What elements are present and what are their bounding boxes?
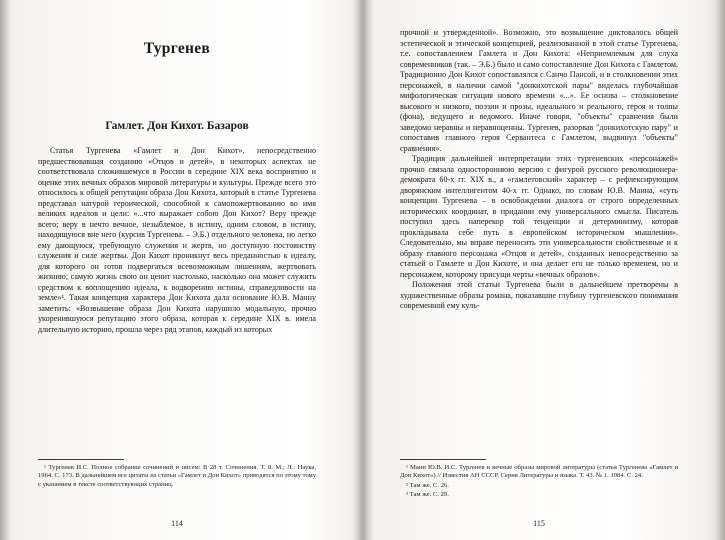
right-page-body — [400, 28, 678, 312]
footnote-divider — [400, 459, 486, 460]
book-title: Тургенев — [143, 40, 211, 57]
footnote-item: ¹ Тургенев И.С. Полное собрание сочинений и писем: В 28 т. Сочинения. Т. 8. М.; Л.: Наука, 1964. С. 173. В дальнейшем все цитаты из статьи «Гамлет и Дон Кихот» приводятся по этому тому с указанием в тексте соответствующих страниц. — [38, 464, 317, 488]
right-page — [400, 28, 678, 506]
page-number-right: 115 — [533, 519, 545, 528]
footnote-item: ² Там же. С. 26. — [406, 481, 449, 489]
left-footnote-area — [38, 452, 316, 490]
left-footnotes — [38, 464, 316, 489]
right-footnote-area — [400, 452, 678, 501]
paragraph: Традиция дальнейшей интерпретации этих тургеневских «персонажей» прочно связала одностороннюю версию с фигурой русского революционера-демократа 60-х гг. XIX в., а «гамлетовский» характер – с рефлексирующим дворянским интеллигентом 40-х гг. Однако, по словам Ю.В. Манна, «суть концепции Тургенева – в освобождении диалога от строго определенных исторических координат, в придании ему универсального смысла. Писатель поступил здесь наперекор той тенденции и детерминизму, которая прокладывала себе путь в европейском историческом мышлении». Следовательно, мы вправе переносить эти универсальности свойственные и к образу главного персонажа «Отцов и детей», созданных непосредственно за статьей о Гамлете и Дон Кихоте, и она делает его не только временем, но и персонажем, которому присущи черты «вечных образов». — [400, 154, 678, 279]
footnote-item: ¹ Манн Ю.В. И.С. Тургенев и вечные образы мировой литературы (статья Тургенева «Гамлет и Дон Кихот») // Известия АН СССР. Серия Литературы и языка. Т. 43. № 1. 1984. С. 24. — [400, 464, 678, 480]
right-footnotes — [400, 464, 678, 500]
paragraph: Положения этой статьи Тургенева были в дальнейшем претворены в художественные образы романа, показавшие глубину тургеневского понимания современной ему куль- — [400, 280, 678, 311]
left-page-body — [38, 146, 316, 335]
paragraph: прочной и утвержденной». Возможно, это возвышение диктовалось общей эстетической и этической концепцией, реализованной в этой статье Тургенева, т.е. сопоставлением Гамлета и Дон Кихота: «Неприемлемым для слуха современников (так. – Э.Б.) было и само сопоставление Дон Кихота с Гамлетом. Традиционно Дон Кихот сопоставлялся с Санчо Пансой, и в столкновении этих персонажей, в наличии самой "донкихотской пары" виделась глубочайшая мифологическая ситуация нового времени «...». Ее основа – столкновение высокого и низкого, поэзии и прозы, идеального и реального, героя и толпы (фона), ведущего и ведомого. Иначе говоря, "объекты" сравнения были заведомо неравны и неравноценны. Тургенев, разорвав "донкихотскую пару" и сопоставив главного героя Сервантеса с Гамлетом, выдвинул "объекты" сравнения». — [400, 28, 678, 153]
paragraph: Статья Тургенева «Гамлет и Дон Кихот», непосредственно предшествовавшая созданию «Отцов и детей», в некоторых аспектах не соответствовала сложившемуся в России в середине XIX века восприятию и оценке этих вечных образов мировой литературы и культуры. Прежде всего это относилось к общей репутации образа Дон Кихота, который в статье Тургенева представал натурой героической, способной к самопожертвованию во имя великих идеалов и цели: «...что выражает собою Дон Кихот? Веру прежде всего; веру в нечто вечное, незыблемое, в истину, одним словом, в истину, находящуюся вне него (курсив Тургенева. – Э.Б.) отдельного человека, но легко ему дающуюся, требующую служения и жертв, но доступную постоянству служения и силе жертвы. Дон Кихот проникнут весь преданностью к идеалу, для которого он готов подвергаться всевозможным лишениям, жертвовать жизнию; самую жизнь свою он ценит настолько, насколько она может служить средством к воплощению идеала, к водворению истины, справедливости на земле»¹. Такая концепция характера Дон Кихота дала основание Ю.В. Манну заметить: «Возвышение образа Дон Кихота нарушило модальную, прочно укоренившуюся репутацию этого образа, которая к середине XIX в. имела длительную историю, прошла через ряд этапов, каждый из которых — [38, 146, 316, 334]
footnote-divider — [38, 459, 124, 460]
footnote-item: ³ Там же. С. 29. — [406, 491, 449, 499]
left-page — [38, 28, 316, 506]
chapter-title: Гамлет. Дон Кихот. Базаров — [105, 120, 249, 132]
page-number-left: 114 — [171, 519, 183, 528]
